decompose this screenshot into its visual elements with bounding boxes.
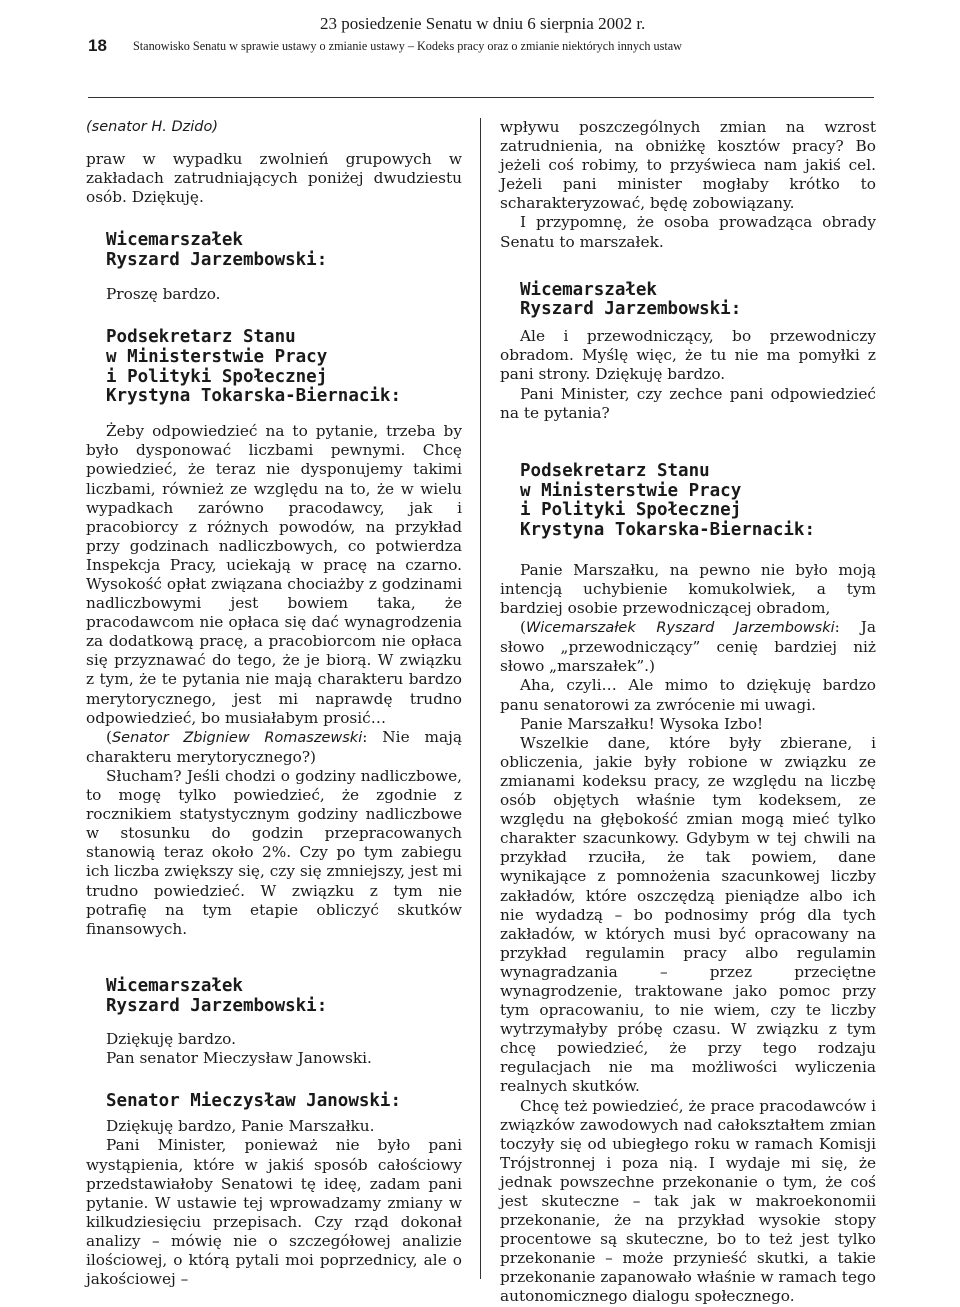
- continuation-label: (senator H. Dzido): [86, 119, 218, 135]
- speaker-role: w Ministerstwie Pracy: [106, 346, 328, 367]
- paragraph: Panie Marszałku! Wysoka Izbo!: [520, 714, 764, 733]
- speaker-name: Krystyna Tokarska-Biernacik:: [106, 386, 402, 407]
- speaker-heading: [500, 281, 876, 321]
- speaker-name: Krystyna Tokarska-Biernacik:: [520, 520, 816, 541]
- speaker-heading: [86, 328, 462, 407]
- speaker-role: Podsekretarz Stanu: [106, 327, 296, 348]
- interjection: (Wicemarszałek Ryszard Jarzembowski: Ja słowo „przewodniczący” cenię bardziej niż słowo „marszałek”.): [500, 618, 876, 676]
- paragraph: Aha, czyli… Ale mimo to dziękuję bardzo panu senatorowi za zwrócenie mi uwagi.: [500, 676, 876, 714]
- document-subtitle: Stanowisko Senatu w sprawie ustawy o zmianie ustawy – Kodeks pracy oraz o zmianie niektórych innych ustaw: [133, 39, 682, 53]
- paragraph: Pan senator Mieczysław Janowski.: [106, 1049, 372, 1068]
- speaker-name: Senator Mieczysław Janowski:: [106, 1090, 402, 1111]
- speaker-heading: [500, 462, 876, 541]
- speaker-role: i Polityki Społecznej: [520, 500, 742, 521]
- speaker-role: Wicemarszałek: [106, 230, 243, 251]
- paragraph: Panie Marszałku, na pewno nie było moją intencją uchybienie komukolwiek, a tym bardziej osobie przewodniczącej obradom,: [500, 560, 876, 618]
- speaker-name: Ryszard Jarzembowski:: [106, 995, 328, 1016]
- paragraph: praw w wypadku zwolnień grupowych w zakładach zatrudniających poniżej dwudziestu osób. Dziękuję.: [86, 150, 462, 207]
- speaker-role: Podsekretarz Stanu: [520, 460, 710, 481]
- speaker-name: Ryszard Jarzembowski:: [520, 299, 742, 320]
- interjection: (Senator Zbigniew Romaszewski: Nie mają charakteru merytorycznego?): [86, 727, 463, 766]
- paragraph: Proszę bardzo.: [106, 284, 221, 303]
- speaker-role: Wicemarszałek: [520, 279, 657, 300]
- speaker-role: Wicemarszałek: [106, 975, 243, 996]
- session-title: 23 posiedzenie Senatu w dniu 6 sierpnia 2002 r.: [320, 14, 646, 33]
- interjection-speaker: Senator Zbigniew Romaszewski: [111, 729, 363, 746]
- speaker-name: Ryszard Jarzembowski:: [106, 250, 328, 271]
- paragraph: Ale i przewodniczący, bo przewodniczy obradom. Myślę więc, że tu nie ma pomyłki z pani strony. Dziękuję bardzo.: [500, 327, 876, 384]
- interjection-speaker: Wicemarszałek Ryszard Jarzembowski: [525, 620, 835, 637]
- speaker-heading: [86, 977, 462, 1017]
- speaker-role: i Polityki Społecznej: [106, 366, 328, 387]
- paragraph: Pani Minister, czy zechce pani odpowiedzieć na te pytania?: [500, 384, 876, 422]
- paragraph: Chcę też powiedzieć, że prace pracodawców i związków zawodowych nad całokształtem zmian toczyły się od ubiegłego roku w ramach Komisji Trójstronnej i poza nią. I wydaje mi się, że jednak powszechne przekonanie o tym, że coś jest skuteczne – tak jak w makroekonomii przekonanie, że na przykład wysokie stopy procentowe są skuteczne, bo to też jest tylko przekonanie – może przynieść skutki, a takie przekonanie zapanowało właśnie w ramach tego autonomicznego dialogu społecznego.: [500, 1096, 876, 1306]
- paragraph: Pani Minister, ponieważ nie było pani wystąpienia, które w jakiś sposób całościowy przedstawiałoby Senatowi tę ideę, zadam pani pytanie. W ustawie tej wprowadzamy zmiany w kilkudziesięciu przepisach. Czy rząd dokonał analizy – mówię nie o szczegółowej analizie ilościowej, o którą pytali moi poprzednicy, ale o jakościowej –: [86, 1136, 462, 1289]
- left-column: [86, 118, 462, 1289]
- paragraph: Słucham? Jeśli chodzi o godziny nadliczbowe, to mogę tylko powiedzieć, że zgodnie z rocznikiem statystycznym godziny nadliczbowe w stosunku do godzin przepracowanych stanowią teraz około 2%. Czy po tym zabiegu ich liczba zwiększy się, czy się zmniejszy, jest mi trudno powiedzieć. W związku z tym nie potrafię na tym etapie obliczyć skutków finansowych.: [86, 766, 462, 938]
- paragraph: wpływu poszczególnych zmian na wzrost zatrudnienia, na obniżkę kosztów pracy? Bo jeżeli coś robimy, to przyświeca nam jakiś cel. Jeżeli pani minister mogłaby krótko to scharakteryzować, będę zobowiązany.: [500, 118, 876, 213]
- speaker-role: w Ministerstwie Pracy: [520, 480, 742, 501]
- paragraph: Wszelkie dane, które były zbierane, i obliczenia, jakie były robione w związku ze zmianami kodeksu pracy, ze względu na liczbę osób objętych właśnie tym kodeksem, ze względu na głębokość zmian mogą mieć tylko charakter szacunkowy. Gdybym w tej chwili na przykład rzuciła, że tak powiem, dane wynikające z pomnożenia szacunkowej liczby zakładów, które oszczędzą pieniądze albo ich nie wydadzą – bo podnosimy próg dla tych zakładów, w których musi być opracowany na przykład regulamin pracy albo regulamin wynagradzania – przez przeciętne wynagrodzenie, traktowane jako pomoc przy tym opracowaniu, to nie wiem, czy te liczby wytrzymałyby próbę czasu. W związku z tym chcę powiedzieć, że przy tego rodzaju regulacjach nie ma możliwości wyliczenia realnych skutków.: [500, 733, 876, 1096]
- header-rule: [88, 97, 874, 98]
- paragraph: Dziękuję bardzo, Panie Marszałku.: [106, 1117, 375, 1136]
- paragraph: Żeby odpowiedzieć na to pytanie, trzeba by było dysponować liczbami pewnymi. Chcę powiedzieć, że teraz nie dysponujemy takimi liczbami, również ze względu na to, że w wielu wypadkach zarówno pracodawcy, jak i pracobiorcy z różnych powodów, na przykład przy godzinach nadliczbowych, co potwierdza Inspekcja Pracy, uciekają w pracę na czarno. Wysokość opłat związana chociażby z godzinami nadliczbowymi jest bowiem taka, że pracodawcom nie opłaca się dać wynagrodzenia za dodatkową pracę, a pracobiorcom nie opłaca się przyznawać do tego, że je biorą. W związku z tym, że te pytania nie mają charakteru bardzo merytorycznego, jest mi naprawdę trudno odpowiedzieć, bo musiałabym prosić…: [86, 422, 462, 727]
- paragraph: I przypomnę, że osoba prowadząca obrady Senatu to marszałek.: [500, 213, 876, 251]
- right-column: [500, 118, 876, 1307]
- speaker-heading: [86, 1092, 462, 1112]
- page-number: 18: [88, 36, 107, 55]
- paragraph: Dziękuję bardzo.: [106, 1030, 236, 1049]
- column-divider: [480, 118, 481, 1279]
- speaker-heading: [86, 231, 462, 271]
